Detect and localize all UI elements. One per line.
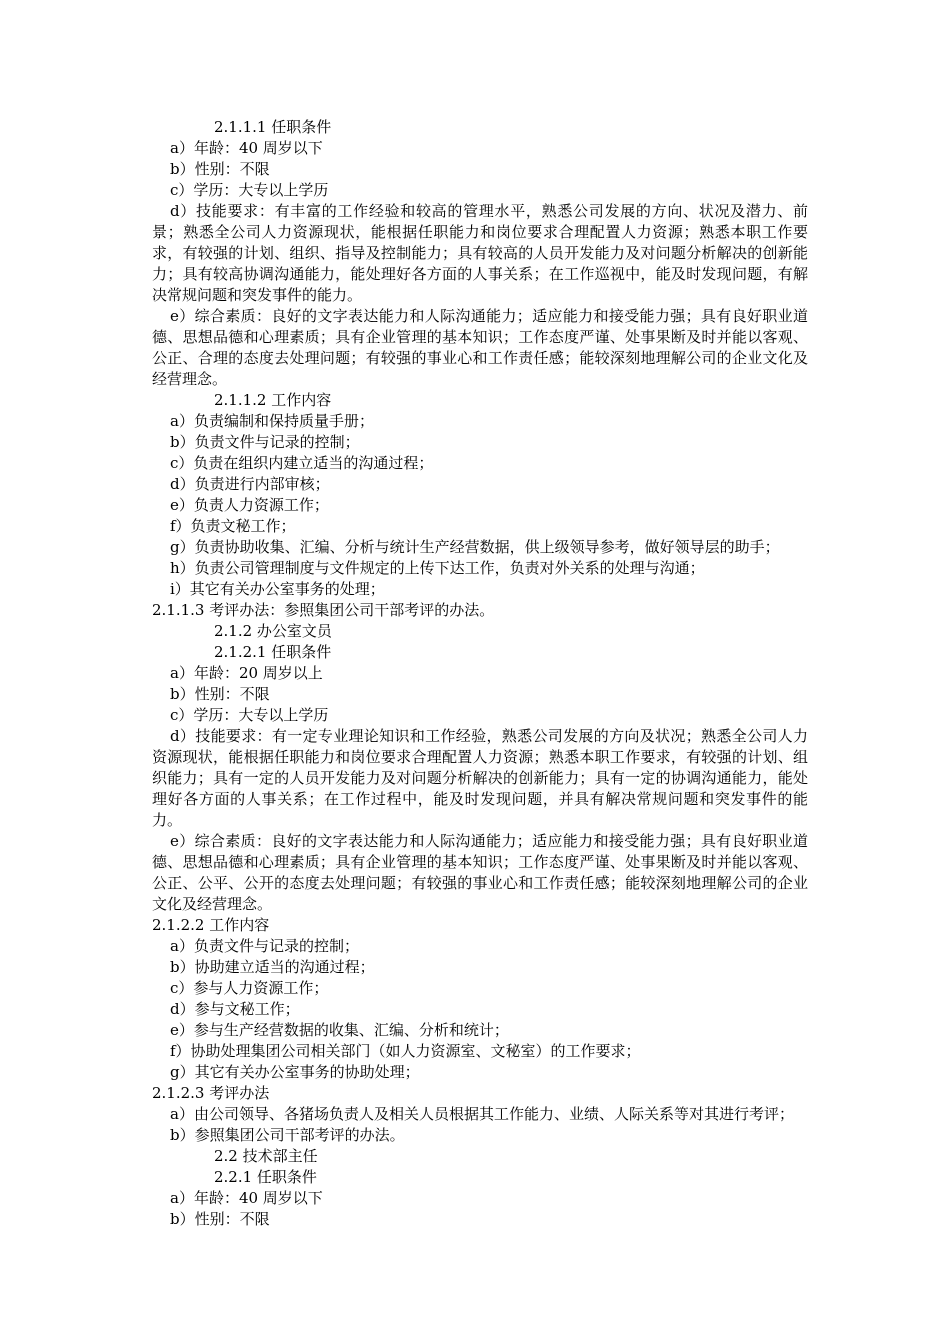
list-item: b）负责文件与记录的控制； <box>170 433 360 451</box>
list-item: f）负责文秘工作； <box>170 517 296 535</box>
list-item: e）参与生产经营数据的收集、汇编、分析和统计； <box>170 1021 509 1039</box>
list-item: c）负责在组织内建立适当的沟通过程； <box>170 454 434 472</box>
heading-2-2-1: 2.2.1 任职条件 <box>214 1168 317 1186</box>
list-item: f）协助处理集团公司相关部门（如人力资源室、文秘室）的工作要求； <box>170 1042 641 1060</box>
list-item: a）年龄：40 周岁以下 <box>170 1189 323 1207</box>
list-item: d）负责进行内部审核； <box>170 475 330 493</box>
list-item: b）性别：不限 <box>170 1210 270 1228</box>
paragraph-skills: d）技能要求：有一定专业理论知识和工作经验，熟悉公司发展的方向及状况；熟悉全公司人力资源现状，能根据任职能力和岗位要求合理配置人力资源；熟悉本职工作要求，有较强的计划、组织能力；具有一定的人员开发能力及对问题分析解决的创新能力；具有一定的协调沟通能力，能处理好各方面的人事关系；在工作过程中，能及时发现问题，并具有解决常规问题和突发事件的能力。 <box>152 727 808 829</box>
list-item: a）年龄：20 周岁以上 <box>170 664 323 682</box>
heading-2-1-2-1: 2.1.2.1 任职条件 <box>214 643 332 661</box>
heading-2-1-2-2: 2.1.2.2 工作内容 <box>152 916 270 934</box>
list-item: b）参照集团公司干部考评的办法。 <box>170 1126 405 1144</box>
list-item: h）负责公司管理制度与文件规定的上传下达工作，负责对外关系的处理与沟通； <box>170 559 705 577</box>
list-item: e）负责人力资源工作； <box>170 496 329 514</box>
paragraph-qualities: e）综合素质：良好的文字表达能力和人际沟通能力；适应能力和接受能力强；具有良好职业道德、思想品德和心理素质；具有企业管理的基本知识；工作态度严谨、处事果断及时并能以客观、公正、公平、公开的态度去处理问题；有较强的事业心和工作责任感；能较深刻地理解公司的企业文化及经营理念。 <box>152 832 808 913</box>
list-item: a）负责编制和保持质量手册； <box>170 412 374 430</box>
heading-2-1-1-1: 2.1.1.1 任职条件 <box>214 118 332 136</box>
list-item: a）由公司领导、各猪场负责人及相关人员根据其工作能力、业绩、人际关系等对其进行考评； <box>170 1105 794 1123</box>
list-item: g）负责协助收集、汇编、分析与统计生产经营数据，供上级领导参考，做好领导层的助手； <box>170 538 780 556</box>
paragraph-skills: d）技能要求：有丰富的工作经验和较高的管理水平，熟悉公司发展的方向、状况及潜力、前景；熟悉全公司人力资源现状，能根据任职能力和岗位要求合理配置人力资源；熟悉本职工作要求，有较强的计划、组织、指导及控制能力；具有较高的人员开发能力及对问题分析解决的创新能力；具有较高协调沟通能力，能处理好各方面的人事关系；在工作巡视中，能及时发现问题，有解决常规问题和突发事件的能力。 <box>152 202 808 304</box>
heading-2-2: 2.2 技术部主任 <box>214 1147 318 1165</box>
list-item: i）其它有关办公室事务的处理； <box>170 580 385 598</box>
document-body <box>152 117 808 1230</box>
list-item: b）性别：不限 <box>170 685 270 703</box>
list-item: c）学历：大专以上学历 <box>170 181 329 199</box>
heading-2-1-2-3: 2.1.2.3 考评办法 <box>152 1084 270 1102</box>
heading-2-1-1-2: 2.1.1.2 工作内容 <box>214 391 332 409</box>
heading-2-1-2: 2.1.2 办公室文员 <box>214 622 332 640</box>
list-item: b）协助建立适当的沟通过程； <box>170 958 375 976</box>
list-item: c）参与人力资源工作； <box>170 979 329 997</box>
list-item: a）年龄：40 周岁以下 <box>170 139 323 157</box>
list-item: c）学历：大专以上学历 <box>170 706 329 724</box>
heading-2-1-1-3: 2.1.1.3 考评办法：参照集团公司干部考评的办法。 <box>152 601 495 619</box>
list-item: a）负责文件与记录的控制； <box>170 937 359 955</box>
paragraph-qualities: e）综合素质：良好的文字表达能力和人际沟通能力；适应能力和接受能力强；具有良好职业道德、思想品德和心理素质；具有企业管理的基本知识；工作态度严谨、处事果断及时并能以客观、公正、合理的态度去处理问题；有较强的事业心和工作责任感；能较深刻地理解公司的企业文化及经营理念。 <box>152 307 808 388</box>
list-item: b）性别：不限 <box>170 160 270 178</box>
list-item: d）参与文秘工作； <box>170 1000 300 1018</box>
list-item: g）其它有关办公室事务的协助处理； <box>170 1063 420 1081</box>
